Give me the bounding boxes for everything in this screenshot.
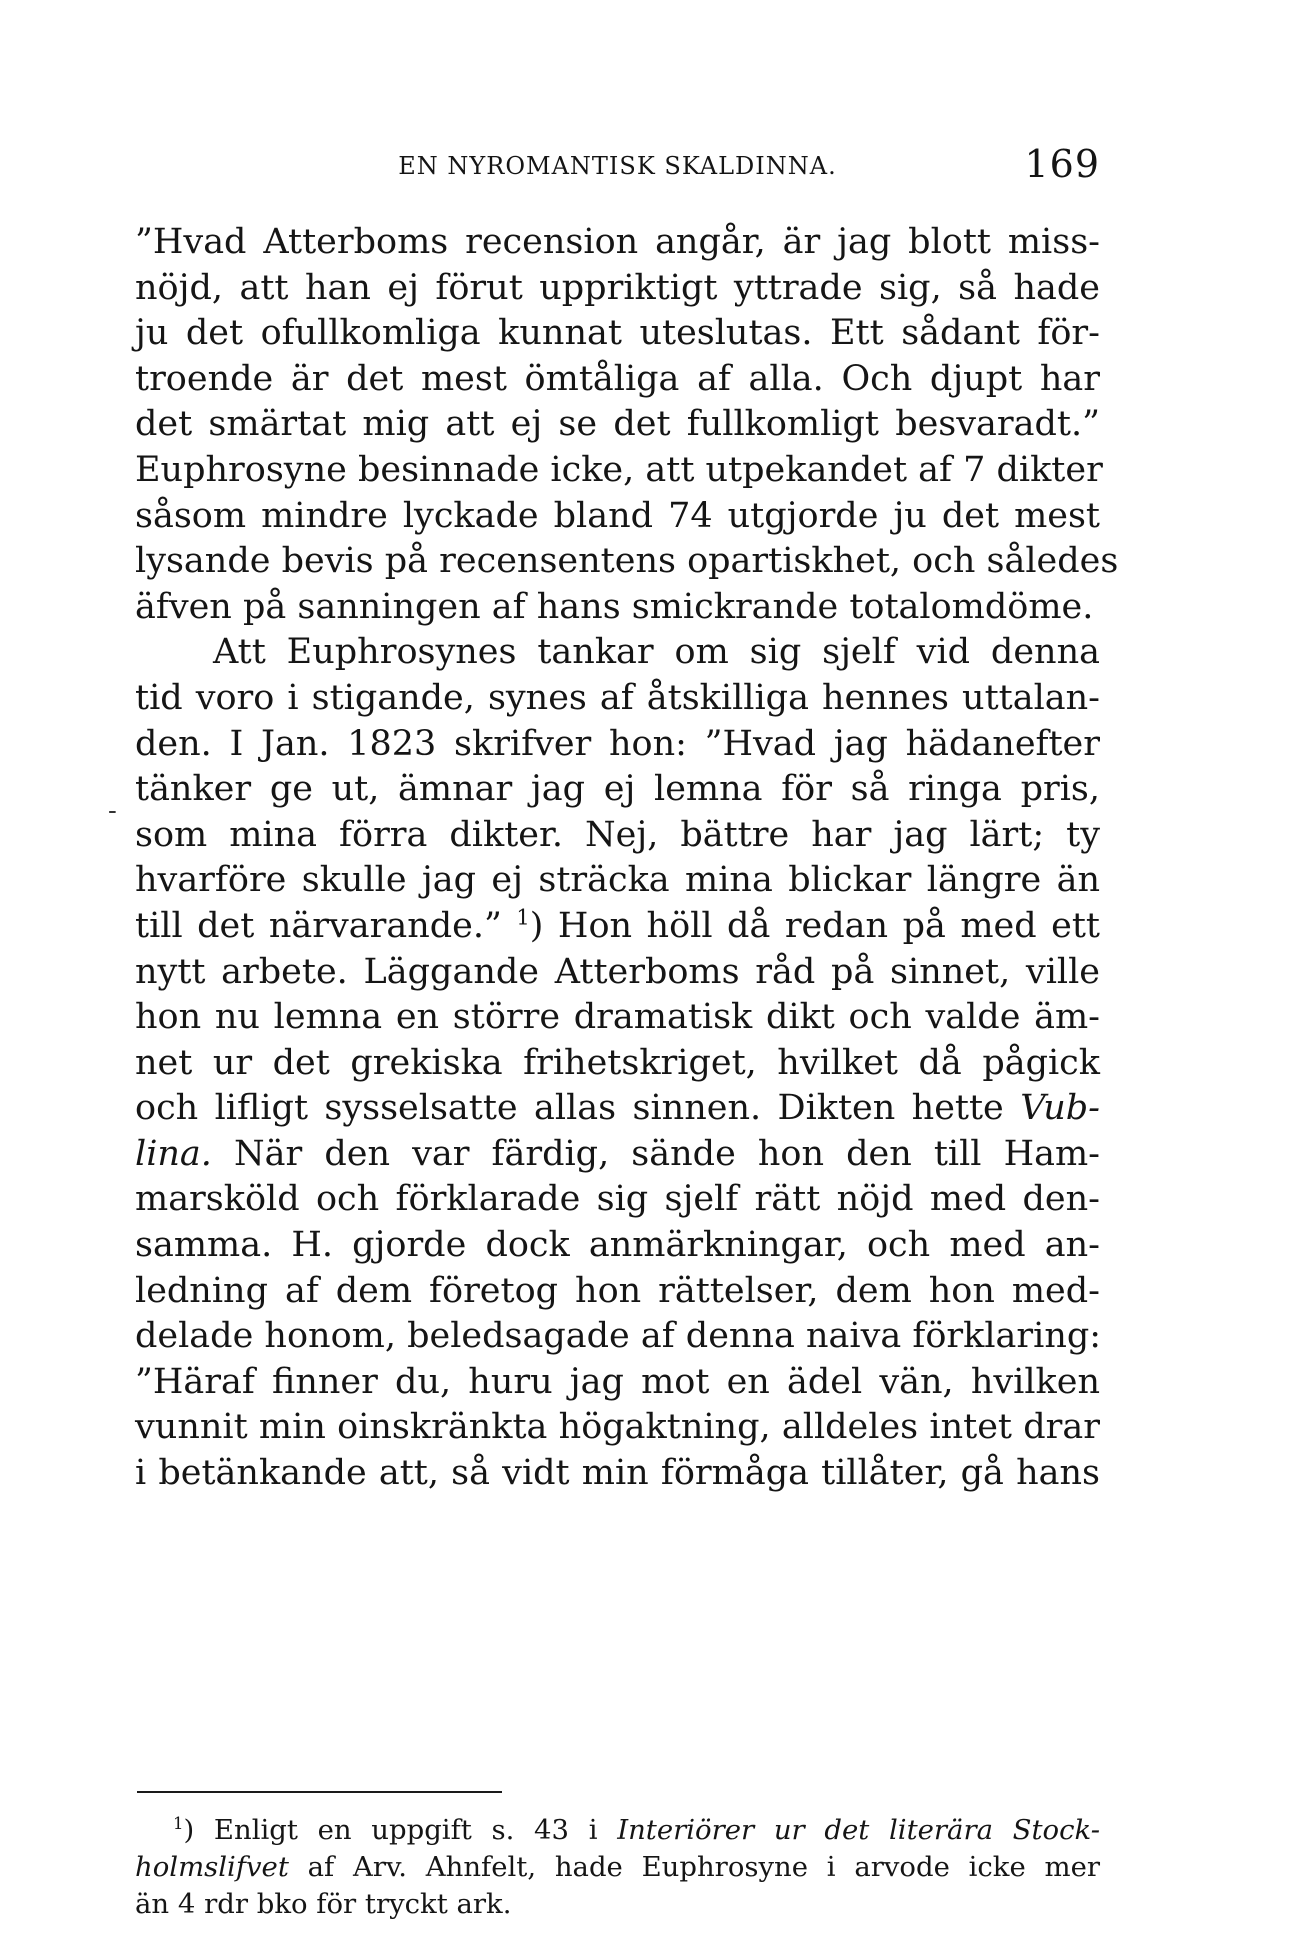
work-title: holmslifvet [135, 1851, 289, 1883]
footnote [135, 1812, 1100, 1923]
footnote-marker: 1 [173, 1814, 184, 1834]
text-line: den. I Jan. 1823 skrifver hon: ”Hvad jag hädanefter [135, 723, 1100, 764]
text-line: som mina förra dikter. Nej, bättre har jag lärt; ty [135, 814, 1100, 855]
footnote-line [135, 1849, 1100, 1886]
text-line: marsköld och förklarade sig sjelf rätt nöjd med den- [135, 1179, 1100, 1220]
text-line: ”Häraf finner du, huru jag mot en ädel vän, hvilken [135, 1361, 1100, 1402]
text-line [135, 1132, 1100, 1178]
footnote-divider [137, 1791, 502, 1793]
margin-mark: - [108, 796, 117, 826]
work-title: Vub- [1020, 1088, 1100, 1129]
text-line: hon nu lemna en större dramatisk dikt och valde äm- [135, 997, 1100, 1038]
footnote-line [135, 1812, 1100, 1849]
running-head: EN NYROMANTISK SKALDINNA. [398, 152, 837, 180]
text-line: ju det ofullkomliga kunnat uteslutas. Ett sådant för- [135, 313, 1100, 354]
text-segment: När den var färdig, sände hon den till Ham- [234, 1133, 1100, 1174]
text-segment: ) Hon höll då redan på med ett [529, 905, 1100, 946]
text-line: troende är det mest ömtåliga af alla. Och djupt har [135, 358, 1100, 399]
text-segment: ) Enligt en uppgift s. 43 i [183, 1814, 598, 1846]
footnote-reference: 1 [516, 905, 530, 930]
page-number: 169 [1024, 142, 1100, 186]
footnote-line: än 4 rdr bko för tryckt ark. [135, 1888, 512, 1920]
text-line: Att Euphrosynes tankar om sig sjelf vid denna [213, 632, 1100, 673]
text-line [135, 1086, 1100, 1132]
text-line: hvarföre skulle jag ej sträcka mina blickar längre än [135, 860, 1100, 901]
text-line: Euphrosyne besinnade icke, att utpekandet af 7 dikter [135, 449, 1103, 490]
text-line: ledning af dem företog hon rättelser, dem hon med- [135, 1270, 1100, 1311]
text-line: net ur det grekiska frihetskriget, hvilket då pågick [135, 1042, 1100, 1083]
text-line: äfven på sanningen af hans smickrande totalomdöme. [135, 586, 1094, 627]
text-line: tid voro i stigande, synes af åtskilliga hennes uttalan- [135, 677, 1100, 718]
text-line: såsom mindre lyckade bland 74 utgjorde ju det mest [135, 495, 1100, 536]
work-title: Interiörer ur det literära Stock- [617, 1814, 1100, 1846]
text-line: delade honom, beledsagade af denna naiva förklaring: [135, 1316, 1102, 1357]
page-header [135, 142, 1100, 186]
text-line: samma. H. gjorde dock anmärkningar, och med an- [135, 1225, 1100, 1266]
text-line: tänker ge ut, ämnar jag ej lemna för så ringa pris, [135, 769, 1100, 810]
text-line: nöjd, att han ej förut uppriktigt yttrade sig, så hade [135, 267, 1100, 308]
text-line: ”Hvad Atterboms recension angår, är jag blott miss- [135, 222, 1100, 262]
text-line: det smärtat mig att ej se det fullkomligt besvaradt.” [135, 404, 1100, 445]
text-line: lysande bevis på recensentens opartiskhet, och således [135, 541, 1119, 582]
text-segment: till det närvarande.” [135, 905, 502, 946]
text-line [135, 904, 1100, 950]
text-line: i betänkande att, så vidt min förmåga tillåter, gå hans [135, 1453, 1100, 1494]
text-line: vunnit min oinskränkta högaktning, alldeles intet drar [135, 1407, 1100, 1448]
body-text [135, 220, 1119, 1497]
work-title: lina. [135, 1133, 212, 1174]
text-segment: af Arv. Ahnfelt, hade Euphrosyne i arvode icke mer [307, 1851, 1100, 1883]
text-segment: och lifligt sysselsatte allas sinnen. Dikten hette [135, 1088, 1004, 1129]
text-line: nytt arbete. Läggande Atterboms råd på sinnet, ville [135, 951, 1100, 992]
